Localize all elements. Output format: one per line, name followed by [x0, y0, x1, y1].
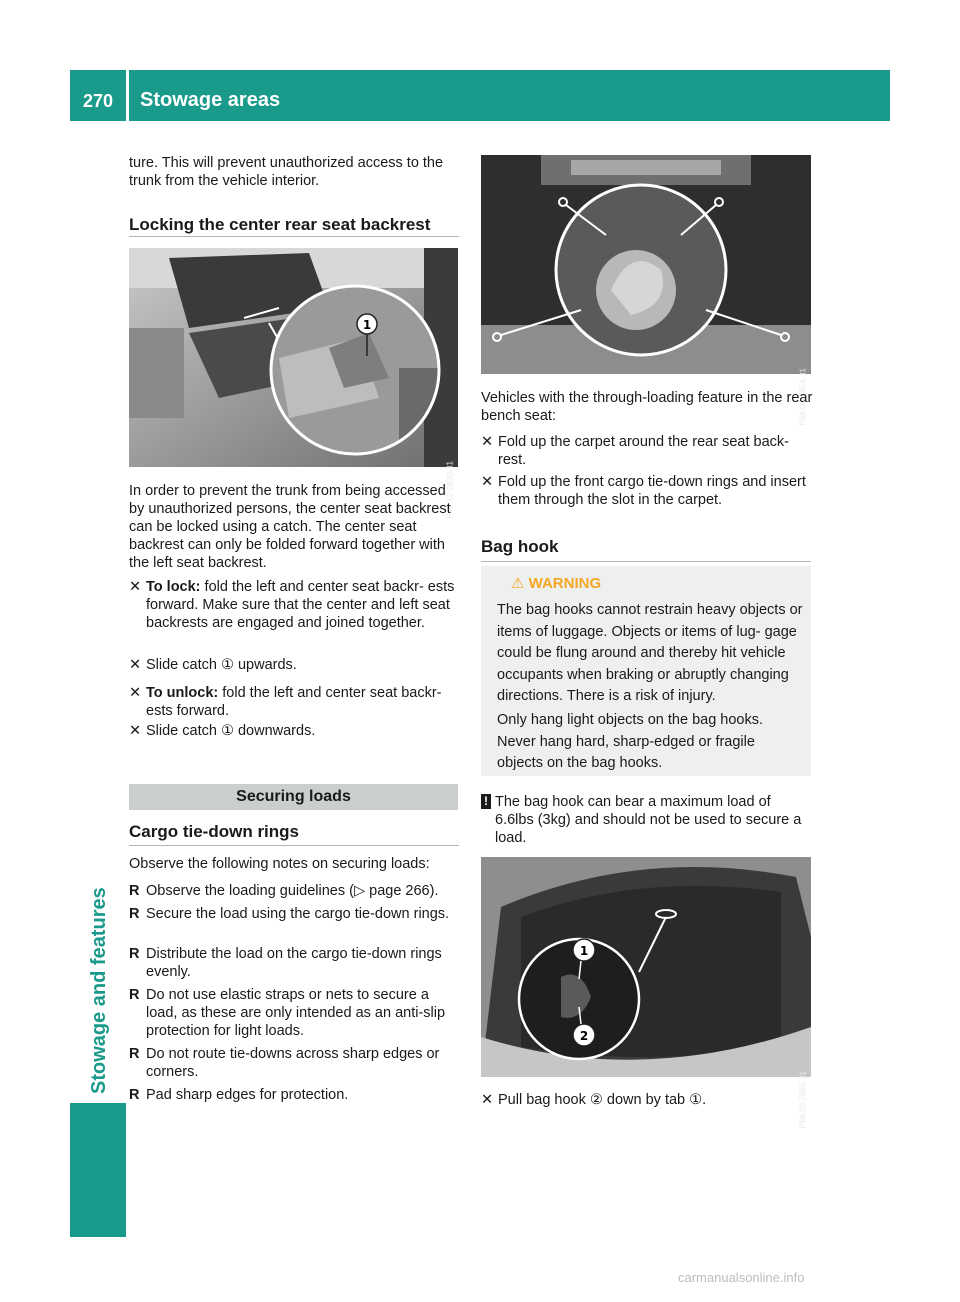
image-id: P68.00-7855-31	[798, 1071, 807, 1129]
bullet-icon: R	[129, 1046, 140, 1062]
page-number: 270	[82, 91, 114, 111]
bullet-icon: R	[129, 1087, 140, 1103]
step-to-unlock: ✕ To unlock: fold the left and center seat backr- ests forward.	[129, 685, 442, 719]
list-item: R Observe the loading guidelines (▷ page 266).	[129, 883, 439, 899]
step-slide-up: ✕ Slide catch ① upwards.	[129, 657, 297, 673]
step-fold-rings: ✕ Fold up the front cargo tie-down rings and insert them through the slot in the carpet.	[481, 474, 806, 508]
bullet-icon: R	[129, 906, 140, 922]
warning-heading: ⚠ WARNING	[511, 575, 602, 592]
securing-intro: Observe the following notes on securing loads:	[129, 856, 430, 872]
through-loading-paragraph: Vehicles with the through-loading feature in the rear bench seat:	[481, 390, 813, 424]
section-securing-loads: Securing loads	[129, 784, 458, 810]
image-id: P91.12-2830-31	[445, 461, 454, 519]
step-pull-bag-hook: ✕ Pull bag hook ② down by tab ①.	[481, 1092, 707, 1108]
svg-text:1: 1	[579, 944, 589, 958]
arrow-icon: ✕	[481, 1092, 494, 1108]
watermark: carmanualsonline.info	[678, 1270, 805, 1285]
seat-catch-illustration	[129, 248, 458, 519]
warning-text: The bag hooks cannot restrain heavy objects or items of luggage. Objects or items of lug- gage could be flung around and thereby hit vehicle occupants when braking or abruptly changing directions. There is a risk of injury.	[497, 602, 803, 704]
arrow-icon: ✕	[481, 474, 494, 490]
warning-instruction: Only hang light objects on the bag hooks. Never hang hard, sharp-edged or fragile objects on the bag hooks.	[497, 712, 764, 771]
list-item: R Do not route tie-downs across sharp edges or corners.	[129, 1046, 440, 1080]
chapter-tab	[70, 1103, 126, 1237]
list-item: R Secure the load using the cargo tie-down rings.	[129, 906, 450, 922]
arrow-icon: ✕	[129, 579, 142, 595]
arrow-icon: ✕	[481, 434, 494, 450]
caution-icon: !	[481, 794, 491, 809]
intro-text: ture. This will prevent unauthorized access to the trunk from the vehicle interior.	[129, 155, 444, 189]
chapter-label: Stowage and features	[88, 887, 110, 1094]
bullet-icon: R	[129, 987, 140, 1003]
step-fold-carpet: ✕ Fold up the carpet around the rear seat back- rest.	[481, 434, 789, 468]
arrow-icon: ✕	[129, 657, 142, 673]
header-divider	[126, 70, 129, 121]
arrow-icon: ✕	[129, 685, 142, 701]
warning-triangle-icon: ⚠	[511, 575, 525, 592]
list-item: R Pad sharp edges for protection.	[129, 1087, 349, 1103]
svg-text:1: 1	[362, 318, 372, 332]
locking-paragraph: In order to prevent the trunk from being accessed by unauthorized persons, the center seat backrest can be locked using a catch. The center seat backrest can only be folded forward together with the left seat backrest.	[129, 483, 451, 571]
step-to-lock: ✕ To lock: fold the left and center seat backr- ests forward. Make sure that the center and left seat backrests are engaged and joined together.	[129, 579, 455, 631]
divider	[129, 845, 459, 846]
page-title: Stowage areas	[140, 89, 281, 111]
list-item: R Distribute the load on the cargo tie-down rings evenly.	[129, 946, 442, 980]
bullet-icon: R	[129, 946, 140, 962]
heading-locking-backrest: Locking the center rear seat backrest	[129, 215, 431, 234]
note: ! The bag hook can bear a maximum load of 6.6lbs (3kg) and should not be used to secure a load.	[481, 793, 812, 847]
divider	[129, 236, 459, 237]
image-id: P68.00-7854-31	[798, 368, 807, 426]
bullet-icon: R	[129, 883, 140, 899]
heading-cargo-rings: Cargo tie-down rings	[129, 822, 299, 841]
heading-bag-hook: Bag hook	[481, 537, 559, 556]
svg-text:2: 2	[579, 1029, 589, 1043]
divider	[481, 561, 811, 562]
step-slide-down: ✕ Slide catch ① downwards.	[129, 723, 316, 739]
warning-box	[481, 566, 811, 776]
list-item: R Do not use elastic straps or nets to secure a load, as these are only intended as an anti-slip protection for light loads.	[129, 987, 446, 1039]
arrow-icon: ✕	[129, 723, 142, 739]
